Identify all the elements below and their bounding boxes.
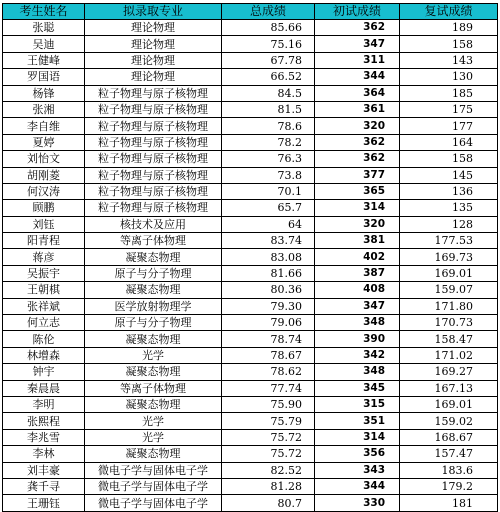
cell-prelim: 320 [315, 216, 400, 232]
table-row [3, 101, 498, 117]
cell-prelim: 402 [315, 249, 400, 265]
cell-retest: 177.53 [400, 233, 498, 249]
cell-prelim: 343 [315, 462, 400, 478]
cell-prelim: 362 [315, 20, 400, 36]
cell-major: 光学 [85, 347, 222, 363]
cell-total: 73.8 [222, 167, 315, 183]
cell-name: 李兆雪 [3, 429, 85, 445]
cell-prelim: 361 [315, 101, 400, 117]
cell-retest: 135 [400, 200, 498, 216]
cell-major: 等离子体物理 [85, 380, 222, 396]
cell-major: 粒子物理与原子核物理 [85, 101, 222, 117]
cell-major: 理论物理 [85, 69, 222, 85]
cell-total: 81.66 [222, 265, 315, 281]
cell-name: 陈伦 [3, 331, 85, 347]
cell-name: 李林 [3, 446, 85, 462]
cell-total: 77.74 [222, 380, 315, 396]
admission-table-container [2, 3, 498, 512]
table-row [3, 52, 498, 68]
cell-prelim: 314 [315, 200, 400, 216]
table-row [3, 249, 498, 265]
cell-retest: 169.27 [400, 364, 498, 380]
cell-prelim: 345 [315, 380, 400, 396]
cell-major: 凝聚态物理 [85, 396, 222, 412]
cell-major: 核技术及应用 [85, 216, 222, 232]
header-major: 拟录取专业 [85, 4, 222, 20]
table-row [3, 462, 498, 478]
cell-retest: 158 [400, 36, 498, 52]
cell-name: 龚千寻 [3, 478, 85, 494]
cell-total: 81.5 [222, 101, 315, 117]
table-row [3, 151, 498, 167]
table-row [3, 20, 498, 36]
cell-major: 微电子学与固体电子学 [85, 478, 222, 494]
header-prelim: 初试成绩 [315, 4, 400, 20]
cell-retest: 179.2 [400, 478, 498, 494]
cell-retest: 159.07 [400, 282, 498, 298]
cell-retest: 145 [400, 167, 498, 183]
cell-name: 李自维 [3, 118, 85, 134]
cell-total: 65.7 [222, 200, 315, 216]
cell-total: 78.67 [222, 347, 315, 363]
admission-table [2, 3, 498, 512]
cell-prelim: 362 [315, 151, 400, 167]
cell-prelim: 377 [315, 167, 400, 183]
cell-total: 80.7 [222, 495, 315, 511]
cell-name: 张熙程 [3, 413, 85, 429]
cell-retest: 185 [400, 85, 498, 101]
cell-retest: 189 [400, 20, 498, 36]
table-row [3, 216, 498, 232]
table-row [3, 183, 498, 199]
cell-name: 王健峰 [3, 52, 85, 68]
cell-retest: 164 [400, 134, 498, 150]
table-row [3, 478, 498, 494]
cell-name: 蒋彦 [3, 249, 85, 265]
table-row [3, 118, 498, 134]
cell-major: 凝聚态物理 [85, 249, 222, 265]
table-row [3, 36, 498, 52]
table-row [3, 396, 498, 412]
cell-retest: 169.01 [400, 265, 498, 281]
cell-major: 微电子学与固体电子学 [85, 462, 222, 478]
cell-total: 75.90 [222, 396, 315, 412]
cell-prelim: 356 [315, 446, 400, 462]
table-row [3, 265, 498, 281]
table-body [3, 20, 498, 512]
cell-major: 理论物理 [85, 36, 222, 52]
cell-name: 何立志 [3, 315, 85, 331]
cell-total: 79.30 [222, 298, 315, 314]
cell-prelim: 342 [315, 347, 400, 363]
cell-major: 粒子物理与原子核物理 [85, 151, 222, 167]
cell-name: 夏婷 [3, 134, 85, 150]
table-row [3, 364, 498, 380]
cell-name: 李明 [3, 396, 85, 412]
cell-prelim: 347 [315, 298, 400, 314]
table-row [3, 200, 498, 216]
table-row [3, 347, 498, 363]
cell-retest: 170.73 [400, 315, 498, 331]
cell-prelim: 364 [315, 85, 400, 101]
cell-name: 钟宇 [3, 364, 85, 380]
cell-retest: 168.67 [400, 429, 498, 445]
cell-prelim: 315 [315, 396, 400, 412]
table-row [3, 85, 498, 101]
cell-total: 75.16 [222, 36, 315, 52]
cell-name: 吴迪 [3, 36, 85, 52]
cell-retest: 158 [400, 151, 498, 167]
cell-prelim: 387 [315, 265, 400, 281]
cell-name: 吴振宇 [3, 265, 85, 281]
cell-total: 78.62 [222, 364, 315, 380]
cell-retest: 183.6 [400, 462, 498, 478]
cell-major: 光学 [85, 429, 222, 445]
cell-retest: 143 [400, 52, 498, 68]
cell-prelim: 348 [315, 315, 400, 331]
cell-prelim: 311 [315, 52, 400, 68]
cell-name: 刘钰 [3, 216, 85, 232]
table-row [3, 331, 498, 347]
cell-total: 75.79 [222, 413, 315, 429]
cell-prelim: 362 [315, 134, 400, 150]
cell-major: 理论物理 [85, 20, 222, 36]
table-row [3, 167, 498, 183]
cell-name: 张祥斌 [3, 298, 85, 314]
cell-major: 凝聚态物理 [85, 282, 222, 298]
cell-total: 79.06 [222, 315, 315, 331]
cell-retest: 169.73 [400, 249, 498, 265]
cell-retest: 159.02 [400, 413, 498, 429]
cell-prelim: 381 [315, 233, 400, 249]
table-row [3, 413, 498, 429]
table-row [3, 282, 498, 298]
table-row [3, 380, 498, 396]
cell-major: 凝聚态物理 [85, 364, 222, 380]
cell-major: 原子与分子物理 [85, 265, 222, 281]
cell-name: 顾鹏 [3, 200, 85, 216]
table-row [3, 429, 498, 445]
cell-prelim: 365 [315, 183, 400, 199]
cell-major: 医学放射物理学 [85, 298, 222, 314]
cell-major: 凝聚态物理 [85, 446, 222, 462]
cell-name: 刘怡文 [3, 151, 85, 167]
cell-retest: 171.80 [400, 298, 498, 314]
cell-total: 83.74 [222, 233, 315, 249]
cell-retest: 158.47 [400, 331, 498, 347]
cell-major: 理论物理 [85, 52, 222, 68]
cell-retest: 167.13 [400, 380, 498, 396]
cell-retest: 128 [400, 216, 498, 232]
header-name: 考生姓名 [3, 4, 85, 20]
cell-total: 78.74 [222, 331, 315, 347]
cell-name: 杨锋 [3, 85, 85, 101]
table-row [3, 134, 498, 150]
table-row [3, 315, 498, 331]
cell-major: 微电子学与固体电子学 [85, 495, 222, 511]
cell-name: 林增森 [3, 347, 85, 363]
cell-retest: 130 [400, 69, 498, 85]
cell-name: 胡刚菱 [3, 167, 85, 183]
cell-total: 81.28 [222, 478, 315, 494]
cell-retest: 157.47 [400, 446, 498, 462]
cell-prelim: 314 [315, 429, 400, 445]
cell-major: 等离子体物理 [85, 233, 222, 249]
cell-retest: 169.01 [400, 396, 498, 412]
table-row [3, 298, 498, 314]
cell-major: 粒子物理与原子核物理 [85, 200, 222, 216]
cell-prelim: 344 [315, 69, 400, 85]
header-total: 总成绩 [222, 4, 315, 20]
table-row [3, 495, 498, 511]
cell-total: 84.5 [222, 85, 315, 101]
header-retest: 复试成绩 [400, 4, 498, 20]
cell-total: 83.08 [222, 249, 315, 265]
cell-total: 78.6 [222, 118, 315, 134]
cell-total: 82.52 [222, 462, 315, 478]
cell-total: 64 [222, 216, 315, 232]
cell-prelim: 347 [315, 36, 400, 52]
cell-name: 张湘 [3, 101, 85, 117]
cell-total: 76.3 [222, 151, 315, 167]
cell-total: 66.52 [222, 69, 315, 85]
cell-prelim: 408 [315, 282, 400, 298]
cell-name: 张聪 [3, 20, 85, 36]
cell-total: 85.66 [222, 20, 315, 36]
cell-major: 粒子物理与原子核物理 [85, 118, 222, 134]
cell-total: 70.1 [222, 183, 315, 199]
cell-major: 原子与分子物理 [85, 315, 222, 331]
table-row [3, 69, 498, 85]
cell-name: 刘丰豪 [3, 462, 85, 478]
table-row [3, 446, 498, 462]
cell-total: 75.72 [222, 429, 315, 445]
cell-prelim: 344 [315, 478, 400, 494]
cell-major: 粒子物理与原子核物理 [85, 134, 222, 150]
cell-prelim: 320 [315, 118, 400, 134]
cell-major: 凝聚态物理 [85, 331, 222, 347]
cell-retest: 175 [400, 101, 498, 117]
cell-retest: 136 [400, 183, 498, 199]
cell-major: 光学 [85, 413, 222, 429]
cell-prelim: 330 [315, 495, 400, 511]
table-row [3, 233, 498, 249]
cell-name: 阳青程 [3, 233, 85, 249]
cell-prelim: 348 [315, 364, 400, 380]
cell-prelim: 351 [315, 413, 400, 429]
cell-major: 粒子物理与原子核物理 [85, 85, 222, 101]
cell-name: 王珊钰 [3, 495, 85, 511]
cell-retest: 181 [400, 495, 498, 511]
cell-major: 粒子物理与原子核物理 [85, 167, 222, 183]
header-row [3, 4, 498, 20]
cell-retest: 171.02 [400, 347, 498, 363]
cell-total: 80.36 [222, 282, 315, 298]
cell-name: 王朝棋 [3, 282, 85, 298]
cell-prelim: 390 [315, 331, 400, 347]
cell-total: 67.78 [222, 52, 315, 68]
cell-total: 75.72 [222, 446, 315, 462]
cell-total: 78.2 [222, 134, 315, 150]
cell-name: 何汉涛 [3, 183, 85, 199]
cell-name: 罗国语 [3, 69, 85, 85]
cell-major: 粒子物理与原子核物理 [85, 183, 222, 199]
cell-name: 秦晨晨 [3, 380, 85, 396]
cell-retest: 177 [400, 118, 498, 134]
